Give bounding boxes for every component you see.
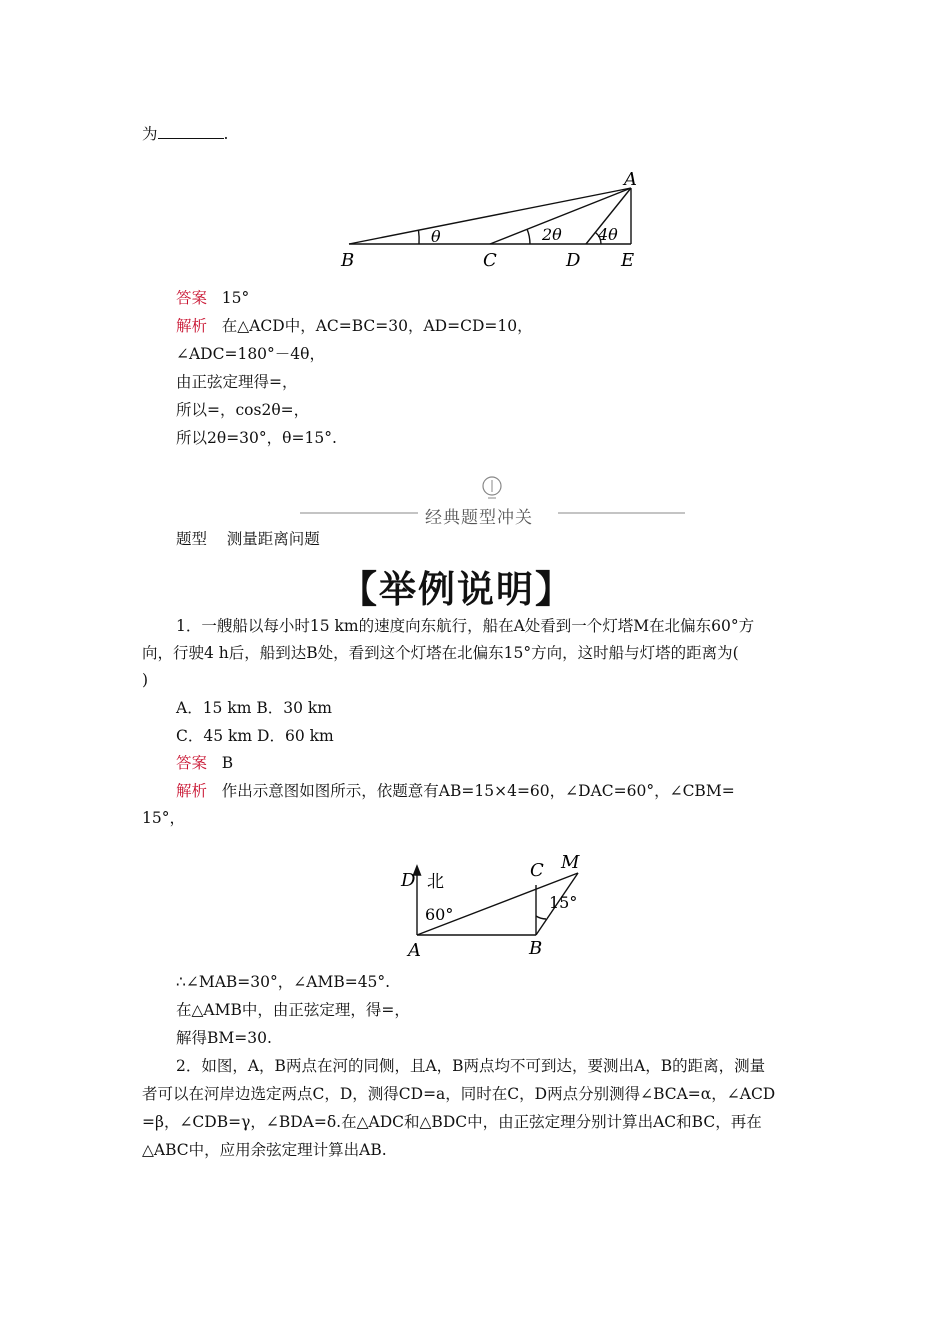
question-tail: 为 . [142, 125, 229, 143]
sol2-line-2: 在△AMB中，由正弦定理，得=， [176, 1001, 410, 1019]
angle-arc-15 [536, 916, 546, 919]
angle-arc-2theta [527, 229, 530, 244]
question-type: 题型 测量距离问题 [176, 530, 320, 548]
label-angle-60: 60° [425, 905, 454, 924]
answer-line-1: 答案 15° [176, 289, 250, 307]
q1-line-2: 向，行驶4 h后，船到达B处，看到这个灯塔在北偏东15°方向，这时船与灯塔的距离为( [142, 644, 739, 662]
example-title: 【举例说明】 [340, 568, 574, 611]
triangle-figure-1 [335, 160, 655, 275]
label-2theta: 2θ [542, 225, 562, 244]
q2-line-4: △ABC中，应用余弦定理计算出AB. [142, 1141, 387, 1159]
analysis-line-2: ∠ADC=180°－4θ， [176, 345, 325, 363]
label-e: E [621, 250, 635, 271]
label-c: C [530, 860, 544, 881]
label-b: B [341, 250, 355, 271]
segment-ba [349, 188, 631, 244]
sol2-line-1: ∴∠MAB=30°，∠AMB=45°. [176, 973, 391, 991]
section-banner-title: 经典题型冲关 [425, 508, 533, 528]
q2-line-3: =β，∠CDB=γ，∠BDA=δ.在△ADC和△BDC中，由正弦定理分别计算出AC和BC，再在 [142, 1113, 762, 1131]
label-angle-15: 15° [549, 893, 578, 912]
label-d: D [566, 250, 581, 271]
label-a: A [624, 169, 637, 190]
analysis-line-3: 由正弦定理得=， [176, 373, 298, 391]
q1-options-ab: A．15 km B．30 km [176, 699, 332, 717]
label-4theta: 4θ [598, 225, 618, 244]
analysis-line-4: 所以=，cos2θ=， [176, 401, 310, 419]
label-c: C [483, 250, 497, 271]
triangle-figure-2 [395, 842, 595, 967]
angle-arc-theta [419, 230, 420, 244]
label-d: D [401, 870, 416, 891]
q1-options-cd: C．45 km D．60 km [176, 727, 334, 745]
label-a: A [408, 940, 421, 961]
q1-analysis-2: 15°， [142, 809, 185, 827]
analysis-line-1: 解析 在△ACD中，AC=BC=30，AD=CD=10， [176, 317, 533, 335]
label-b: B [529, 938, 543, 959]
sol2-line-3: 解得BM=30. [176, 1029, 272, 1047]
q1-line-1: 1．一艘船以每小时15 km的速度向东航行，船在A处看到一个灯塔M在北偏东60°方 [176, 617, 755, 635]
answer-blank [158, 124, 224, 139]
label-m: M [561, 852, 580, 873]
q1-answer: 答案 B [176, 754, 234, 772]
analysis-line-5: 所以2θ=30°，θ=15°. [176, 429, 337, 447]
label-theta: θ [431, 227, 441, 246]
q2-line-2: 者可以在河岸边选定两点C，D，测得CD=a，同时在C，D两点分别测得∠BCA=α，∠ACD [142, 1085, 776, 1103]
q2-line-1: 2．如图，A，B两点在河的同侧，且A，B两点均不可到达，要测出A，B的距离，测量 [176, 1057, 766, 1075]
q1-analysis-1: 解析 作出示意图如图所示，依题意有AB=15×4=60，∠DAC=60°，∠CBM= [176, 782, 735, 800]
label-north: 北 [427, 872, 444, 892]
q1-line-3: ) [142, 671, 149, 689]
